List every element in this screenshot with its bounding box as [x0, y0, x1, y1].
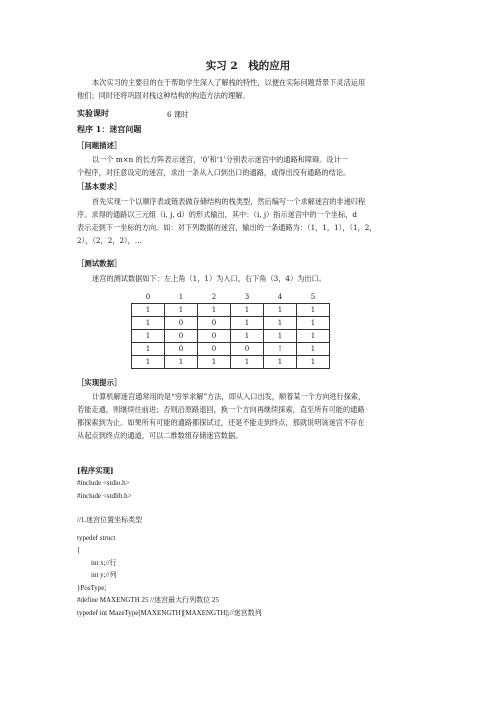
maze-cell: 0 — [198, 317, 231, 330]
code-line: typedef struct — [77, 533, 116, 542]
maze-row — [132, 356, 330, 369]
maze-cell: 1 — [132, 330, 165, 343]
maze-cell: 0 — [198, 330, 231, 343]
code-line: #include <stdlib.h> — [77, 491, 132, 500]
maze-cell: 1 — [297, 330, 330, 343]
code-line: #define MAXENGTH 25 //迷宫最大行列数位 25 — [77, 596, 219, 604]
code-block — [77, 514, 262, 619]
maze-cell: 1 — [231, 304, 264, 317]
code-line: int x;//行 — [91, 558, 117, 567]
maze-row — [132, 317, 330, 330]
code-line: }PosType; — [77, 583, 107, 592]
maze-col-header: 0 — [145, 293, 151, 301]
maze-row — [132, 330, 330, 343]
maze-cell: 1 — [297, 304, 330, 317]
maze-cell: 1 — [264, 317, 297, 330]
maze-cell: 0 — [198, 343, 231, 356]
hours-label: 实验课时 — [77, 108, 109, 118]
maze-cell: 1 — [264, 330, 297, 343]
test-heading: ［测试数据］ — [77, 259, 122, 268]
maze-cell: 1 — [198, 304, 231, 317]
maze-cell: 1 — [231, 330, 264, 343]
maze-cell: 1 — [231, 317, 264, 330]
maze-cell: 1 — [297, 356, 330, 369]
intro-paragraph: 本次实习的主要目的在于帮助学生深入了解栈的特性，以便在实际问题背景下灵活运用 他们；同时还将巩固对栈这种结构的构造方法的理解。 — [77, 78, 366, 100]
maze-cell: 1 — [132, 343, 165, 356]
test-paragraph: 迷宫的测试数据如下：左上角（1，1）为入口，右下角（3，4）为出口。 — [92, 274, 326, 283]
code-comment: //1.迷宫位置坐标类型 — [77, 516, 143, 524]
maze-row — [132, 304, 330, 317]
problem-paragraph: 以一个 m×n 的长方阵表示迷宫，‘0’和‘1’分别表示迷宫中的通路和障碍。设计一 个程序，对任意设定的迷宫，求出一条从入口到出口的通路，或得出没有通路的结论。 — [77, 155, 351, 177]
maze-table — [131, 291, 330, 369]
code-includes — [77, 477, 132, 502]
maze-cell: 1 — [165, 304, 198, 317]
maze-cell: 0 — [165, 330, 198, 343]
hint-heading: ［实现提示］ — [77, 378, 122, 387]
maze-cell: ! — [264, 343, 297, 356]
code-line: #include <stdio.h> — [77, 479, 130, 487]
maze-col-header: 5 — [310, 293, 316, 301]
basic-paragraph: 首先实现一个以顺序表或链表做存储结构的栈类型，然后编写一个求解迷宫的非递归程 序。求得的通路以三元组（i, j, d）的形式输出，其中：（i, j）指示迷宫中的一个坐标，d 表示走到下一坐标的方向。如：对下列数据的迷宫，输出的一条通路为：（1，1，1），（1，2， 2），（2，2，2），… — [77, 197, 377, 245]
basic-heading: ［基本要求］ — [77, 182, 122, 191]
code-line: int y;//列 — [91, 571, 117, 579]
maze-col-header: 4 — [277, 293, 283, 301]
maze-cell: 1 — [264, 356, 297, 369]
maze-cell: 1 — [231, 356, 264, 369]
maze-cell: 1 — [297, 343, 330, 356]
maze-cell: 1 — [198, 356, 231, 369]
maze-col-header: 2 — [211, 293, 217, 301]
maze-cell: 0 — [231, 343, 264, 356]
maze-cell: 1 — [132, 304, 165, 317]
code-line: typedef int MazeType[MAXENGTH][MAXENGTH];//迷宫数列 — [77, 608, 262, 617]
maze-cell: 0 — [165, 317, 198, 330]
maze-cell: 1 — [132, 317, 165, 330]
maze-row — [132, 343, 330, 356]
maze-cell: 1 — [297, 317, 330, 330]
maze-cell: 1 — [165, 356, 198, 369]
hint-paragraph: 计算机解迷宫通常用的是“穷举求解”方法，即从入口出发，顺着某一个方向进行探索， 若能走通，则继续往前进；否则沿原路退回，换一个方向再继续探索，直至所有可能的通路 都探索到为止。如果所有可能的通路都探试过，还是不能走到终点，那就说明该迷宫不存在 从起点到终点的通道，可以二维数组存储迷宫数据。 — [77, 392, 366, 440]
problem-heading: ［问题描述］ — [77, 141, 122, 150]
program-title: 程序 1：迷宫问题 — [77, 124, 142, 134]
maze-header-row — [132, 291, 330, 304]
impl-heading: [程序实现] — [77, 466, 114, 475]
maze-cell: 1 — [132, 356, 165, 369]
maze-cell: 1 — [264, 304, 297, 317]
maze-col-header: 1 — [178, 293, 184, 301]
code-line: { — [77, 546, 81, 554]
page-title: 实习 2 栈的应用 — [205, 60, 291, 72]
maze-cell: 0 — [165, 343, 198, 356]
hours-value: 6 课时 — [167, 110, 189, 119]
maze-col-header: 3 — [244, 293, 250, 301]
